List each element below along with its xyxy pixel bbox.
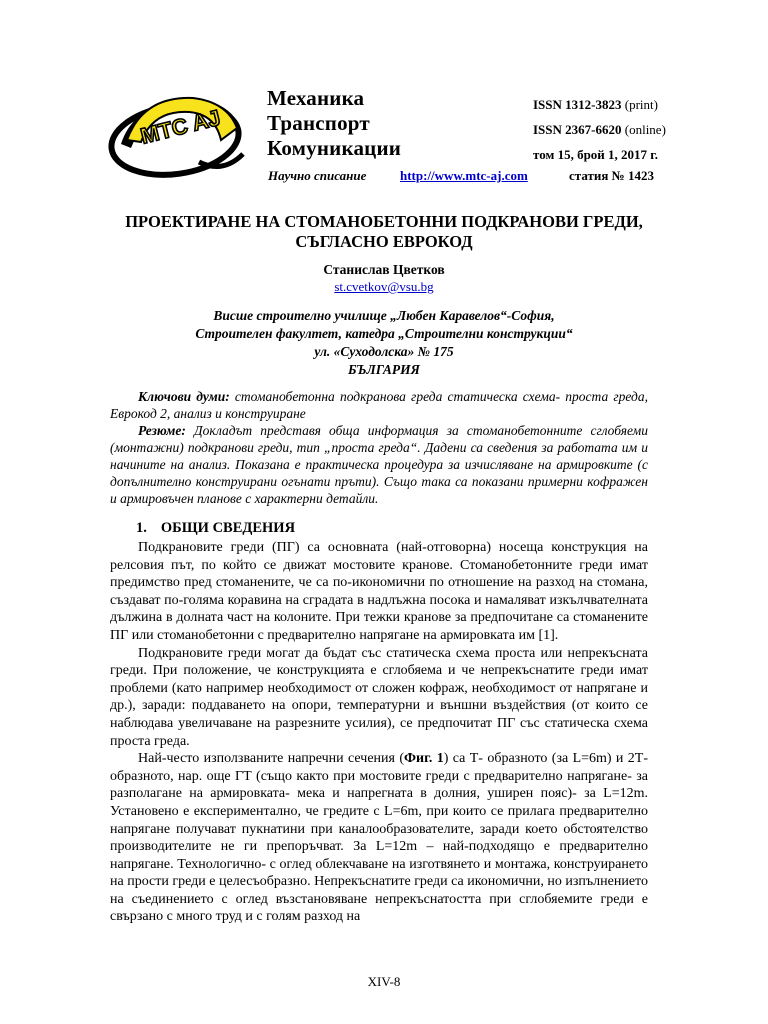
paper-title: [60, 212, 708, 252]
issn-online: ISSN 2367-6620: [533, 122, 622, 137]
journal-title-line-3: Комуникации: [267, 136, 402, 160]
section-number: 1.: [136, 520, 147, 536]
summary-text: Докладът представя обща информация за стоманобетонните сглобяеми (монтажни) подкранови греди, тип „проста греда“. Дадени са сведения за работата им и начините на анализ. Показана е практическа процедура за изчисляване на армировките (с допълнително конструирани огънати пръти). Също така са показани примерни кофражен и армировъчен планове с характерни детайли.: [110, 423, 648, 506]
body-paragraph-1: Подкрановите греди (ПГ) са основната (най-отговорна) носеща конструкция на релсовия път, по който се движат мостовите кранове. Стоманобетонните греди имат предимство пред стоманените, че са по-икономични по отношение на разход на стомана, създават по-голяма коравина на сградата в надлъжна посока и намаляват изкълчвателната дължина в долната част на колоните. При тежки кранове за предпочитане са стоманените ПГ или стоманобетонни с предварително напрягане на армировката им [1].: [110, 540, 648, 643]
logo-lettering: MTC AJ: [138, 104, 223, 149]
page-number: XIV-8: [367, 974, 401, 989]
body-paragraph-3-rest: ) са Т- образното (за L=6m) и 2Т- образното, нар. още ГТ (също както при мостовите греди с предварително напрягане- за разполагане на армировката- мека и напрегната в долния, уширен пояс)- за L=12m. Установено е експериментално, че гредите с L=6m, при които се прилага предварително напрягане получават пукнатини при каналообразователите, заради което обстоятелство производителите не ги препоръчват. За L=12m – най-подходящо е предварително напрягане. Технологично- с оглед облекчаване на изготвянето и монтажа, конструирането на прости греди е целесъобразно. Непрекъснатите греди са икономични, но изпълнението на съединението с оглед възстановяване непрекъснатостта при сглобяемите греди е свързано с много труд и с голям разход на: [110, 751, 649, 925]
summary-label: Резюме:: [138, 423, 186, 438]
issn-print-note: (print): [624, 97, 658, 112]
author-email-link[interactable]: st.cvetkov@vsu.bg: [334, 279, 434, 294]
abstract: [110, 388, 648, 507]
body-text: [110, 539, 648, 926]
body-paragraph-3: [110, 750, 648, 926]
issn-block: [533, 92, 666, 167]
article-number: статия № 1423: [569, 168, 654, 183]
author-name: Станислав Цветков: [323, 262, 445, 277]
affiliation: [0, 307, 768, 379]
affiliation-line-4: БЪЛГАРИЯ: [348, 362, 420, 377]
keywords-label: Ключови думи:: [138, 389, 230, 404]
affiliation-line-3: ул. «Суходолска» № 175: [314, 344, 454, 359]
affiliation-line-1: Висше строително училище „Любен Каравелов“-София,: [213, 308, 555, 323]
journal-url-link[interactable]: http://www.mtc-aj.com: [400, 168, 528, 183]
issn-online-note: (online): [624, 122, 666, 137]
body-paragraph-3-start: Най-често използваните напречни сечения (: [138, 751, 404, 767]
journal-kind: Научно списание: [268, 168, 367, 183]
summary-paragraph: [110, 422, 648, 507]
section-title: ОБЩИ СВЕДЕНИЯ: [160, 520, 296, 536]
journal-title-line-2: Транспорт: [267, 111, 370, 135]
affiliation-line-2: Строителен факултет, катедра „Строителни конструкции“: [195, 326, 573, 341]
journal-title: [267, 86, 401, 161]
keywords-text: стоманобетонна подкранова греда статическа схема- проста греда, Еврокод 2, анализ и конструиране: [110, 389, 648, 421]
journal-logo: [103, 84, 253, 188]
issn-print: ISSN 1312-3823: [533, 97, 622, 112]
figure-reference: Фиг. 1: [404, 751, 444, 767]
section-heading: [136, 520, 295, 537]
paper-title-line-2: СЪГЛАСНО ЕВРОКОД: [295, 232, 473, 251]
paper-title-line-1: ПРОЕКТИРАНЕ НА СТОМАНОБЕТОННИ ПОДКРАНОВИ ГРЕДИ,: [125, 212, 643, 231]
body-paragraph-2: Подкрановите греди могат да бъдат със статическа схема проста или непрекъсната греди. При положение, че конструкцията е сглобяема и че непрекъснатите греди имат проблеми (като например необходимост от сложен кофраж, необходимост от напрягане и др.), заради: поддаването на опори, температурни и външни въздействия (от които се наблюдава увеличаване на разрезните усилия), се предпочитат ПГ със статическа схема проста греда.: [110, 645, 648, 749]
volume-info: том 15, брой 1, 2017 г.: [533, 147, 658, 162]
journal-title-line-1: Механика: [267, 86, 365, 110]
keywords-paragraph: [110, 388, 648, 422]
